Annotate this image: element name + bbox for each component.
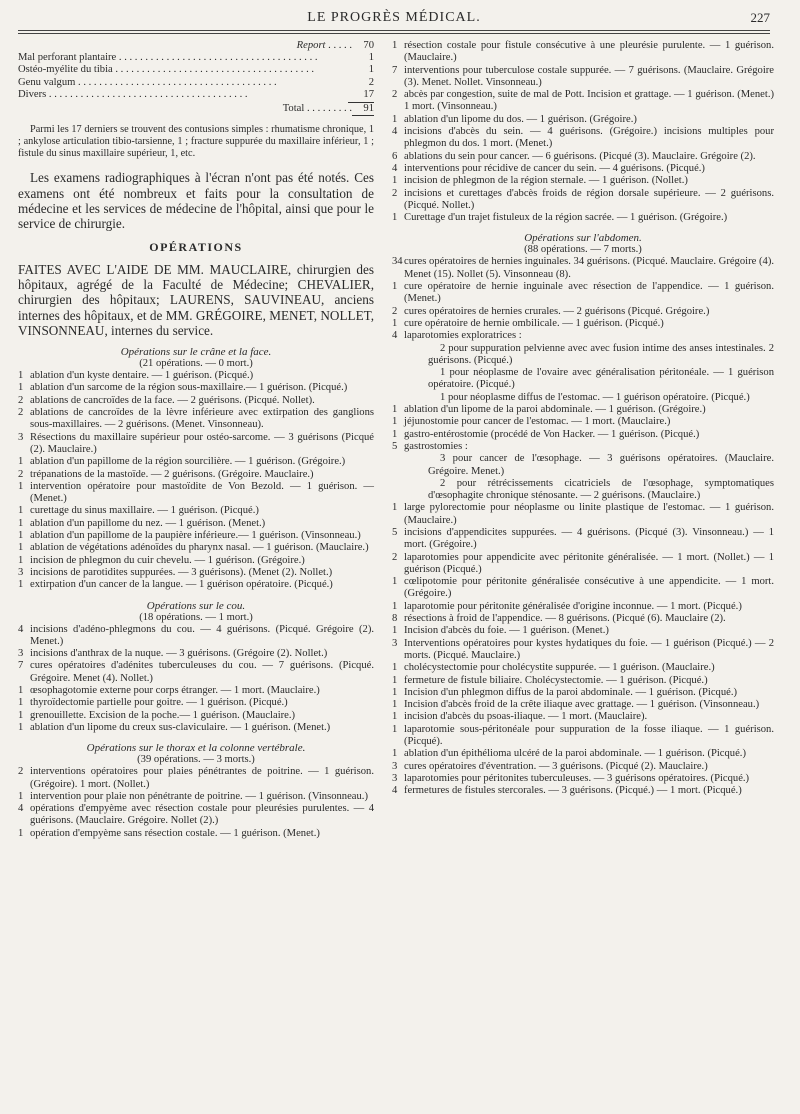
operation-entry bbox=[392, 613, 774, 625]
entry-text: incision d'abcès du psoas-iliaque. — 1 mort. (Mauclaire). bbox=[404, 711, 648, 723]
totals-row-label: Mal perforant plantaire . . . bbox=[18, 52, 352, 64]
operation-entry bbox=[18, 469, 374, 481]
entry-count: 1 bbox=[392, 662, 398, 674]
entry-text: incision de phlegmon de la région sternale. — 1 guérison. (Nollet.) bbox=[404, 175, 688, 187]
entry-count: 3 bbox=[18, 648, 24, 660]
operation-entry bbox=[392, 318, 774, 330]
operation-entry bbox=[392, 748, 774, 760]
operation-entry bbox=[18, 791, 374, 803]
header-rule bbox=[18, 30, 770, 31]
entry-text: ablation d'un épithélioma ulcéré de la paroi abdominale. — 1 guérison. (Picqué.) bbox=[404, 748, 746, 760]
entry-count: 1 bbox=[392, 576, 398, 588]
entry-count: 1 bbox=[18, 554, 24, 566]
abdomen-entries bbox=[392, 256, 774, 342]
totals-row-label: Genu valgum . . . bbox=[18, 77, 352, 89]
operations-intro: FAITES AVEC L'AIDE DE MM. MAUCLAIRE, chirurgien des hôpitaux, agrégé de la Faculté de Médecine; CHEVALIER, chirurgien des hôpitaux; LAURENS, SAUVINEAU, anciens internes des hôpitaux, et de MM. GRÉGOIRE, MENET, NOLLET, VINSONNEAU, internes du service. bbox=[18, 261, 374, 338]
entry-count: 1 bbox=[392, 404, 398, 416]
totals-row bbox=[18, 52, 374, 64]
entry-count: 4 bbox=[18, 803, 24, 815]
entry-text: ablation d'un papillome de la région sourcilière. — 1 guérison. (Grégoire.) bbox=[30, 456, 346, 468]
operation-entry bbox=[18, 382, 374, 394]
entry-text: incisions d'appendicites suppurées. — 4 guérisons. (Picqué (3). Vinsonneau.) — 1 mort. (Grégoire.) bbox=[404, 526, 774, 551]
entry-count: 3 bbox=[392, 637, 398, 649]
entry-text: grenouillette. Excision de la poche.— 1 guérison. (Mauclaire.) bbox=[30, 709, 296, 721]
page-number: 227 bbox=[750, 10, 770, 25]
section-subtitle: (18 opérations. — 1 mort.) bbox=[139, 611, 253, 623]
entry-text: incisions d'adéno-phlegmons du cou. — 4 guérisons. (Picqué. Grégoire (2). Menet.) bbox=[30, 623, 374, 647]
operation-entry bbox=[392, 188, 774, 213]
operation-subentry: 2 pour suppuration pelvienne avec avec fusion intime des anses intestinales. 2 guérisons. (Picqué.) bbox=[428, 342, 774, 366]
entry-count: 2 bbox=[18, 394, 24, 406]
entry-count: 2 bbox=[18, 407, 24, 419]
entry-count: 1 bbox=[392, 281, 398, 293]
entry-text: fermetures de fistules stercorales. — 3 guérisons. (Picqué.) — 1 mort. (Picqué.) bbox=[404, 785, 742, 797]
entry-count: 1 bbox=[392, 711, 398, 723]
entry-text: laparotomies exploratrices : bbox=[404, 330, 522, 342]
operation-entry bbox=[392, 785, 774, 797]
entry-text: laparotomie pour péritonite généralisée d'origine inconnue. — 1 mort. (Picqué.) bbox=[404, 600, 742, 612]
totals-row-label: Divers . . . bbox=[18, 89, 352, 101]
entry-count: 1 bbox=[18, 697, 24, 709]
entry-count: 1 bbox=[18, 456, 24, 468]
totals-row-value: 17 bbox=[363, 88, 374, 100]
entry-text: cure opératoire de hernie ombilicale. — 1 guérison. (Picqué.) bbox=[404, 317, 664, 329]
entry-text: ablation d'un kyste dentaire. — 1 guérison. (Picqué.) bbox=[30, 370, 254, 382]
entry-text: ablation d'un lipome de la paroi abdominale. — 1 guérison. (Grégoire.) bbox=[404, 404, 706, 416]
entry-text: incisions et curettages d'abcès froids de région dorsale supérieure. — 2 guérisons. (Picqué. Nollet.) bbox=[404, 187, 774, 211]
entry-count: 2 bbox=[18, 468, 24, 480]
entry-count: 1 bbox=[392, 113, 398, 125]
entry-text: Curettage d'un trajet fistuleux de la région sacrée. — 1 guérison. (Grégoire.) bbox=[404, 212, 728, 224]
section-title: Opérations sur le cou. bbox=[146, 599, 246, 612]
totals-table bbox=[18, 40, 374, 116]
operation-entry bbox=[392, 126, 774, 151]
entry-text: cures opératoires d'éventration. — 3 guérisons. (Picqué (2). Mauclaire.) bbox=[404, 760, 708, 772]
entry-count: 4 bbox=[392, 126, 398, 138]
entry-count: 1 bbox=[18, 370, 24, 382]
entry-count: 1 bbox=[392, 416, 398, 428]
operation-entry bbox=[18, 555, 374, 567]
operations-heading: OPÉRATIONS bbox=[149, 240, 243, 255]
section-title: Opérations sur l'abdomen. bbox=[524, 232, 642, 245]
entry-count: 7 bbox=[392, 64, 398, 76]
entry-text: ablation d'un lipome du creux sus-claviculaire. — 1 guérison. (Menet.) bbox=[30, 721, 331, 733]
entry-text: ablation d'un lipome du dos. — 1 guérison. (Grégoire.) bbox=[404, 113, 637, 125]
operation-entry bbox=[18, 624, 374, 649]
operation-entry bbox=[392, 724, 774, 749]
entry-text: cures opératoires d'adénites tuberculeuses du cou. — 7 guérisons. (Picqué. Grégoire. Menet (4). Nollet.) bbox=[30, 660, 374, 684]
section-subtitle: (21 opérations. — 0 mort.) bbox=[139, 358, 253, 370]
operation-entry bbox=[18, 766, 374, 791]
entry-text: incision de phlegmon du cuir chevelu. — 1 guérison. (Grégoire.) bbox=[30, 554, 305, 566]
entry-text: incisions d'abcès du sein. — 4 guérisons. (Grégoire.) incisions multiples pour phlegmon du dos. 1 mort. (Menet.) bbox=[404, 126, 774, 150]
totals-row bbox=[18, 89, 374, 101]
entry-text: cœlipotomie pour péritonite généralisée consécutive à une appendicite. — 1 mort. (Grégoire.) bbox=[404, 576, 774, 600]
operation-entry bbox=[18, 697, 374, 709]
operation-entry bbox=[392, 404, 774, 416]
entry-count: 1 bbox=[18, 721, 24, 733]
operation-entry bbox=[392, 175, 774, 187]
operation-entry bbox=[18, 660, 374, 685]
entry-text: laparotomies pour appendicite avec péritonite généralisée. — 1 mort. (Nollet.) — 1 guérison (Picqué.) bbox=[404, 551, 774, 575]
entry-count: 6 bbox=[392, 150, 398, 162]
entry-count: 1 bbox=[392, 686, 398, 698]
totals-row-label: Ostéo-myélite du tibia . . . bbox=[18, 64, 352, 76]
entry-text: résections à froid de l'appendice. — 8 guérisons. (Picqué (6). Mauclaire (2). bbox=[404, 613, 726, 625]
entry-text: large pylorectomie pour néoplasme ou linite plastique de l'estomac. — 1 guérison. (Mauclaire.) bbox=[404, 502, 774, 526]
entry-count: 3 bbox=[18, 566, 24, 578]
entry-count: 4 bbox=[392, 330, 398, 342]
operation-entry bbox=[18, 432, 374, 457]
entry-count: 8 bbox=[392, 613, 398, 625]
operation-entry bbox=[392, 502, 774, 527]
operation-entry bbox=[392, 212, 774, 224]
entry-text: incisions de parotidites suppurées. — 3 guérisons). (Menet (2). Nollet.) bbox=[30, 566, 333, 578]
entry-text: ablation de végétations adénoïdes du pharynx nasal. — 1 guérison. (Mauclaire.) bbox=[30, 542, 369, 554]
operation-entry bbox=[392, 416, 774, 428]
entry-count: 4 bbox=[392, 162, 398, 174]
operation-entry bbox=[392, 163, 774, 175]
entry-text: intervention opératoire pour mastoïdite de Von Bezold. — 1 guérison. — (Menet.) bbox=[30, 480, 374, 505]
entry-text: Incision d'abcès du foie. — 1 guérison. (Menet.) bbox=[404, 625, 609, 637]
entry-text: extirpation d'un cancer de la langue. — 1 guérison opératoire. (Picqué.) bbox=[30, 579, 333, 591]
operation-entry bbox=[18, 722, 374, 734]
entry-text: ablation d'un papillome de la paupière inférieure.— 1 guérison. (Vinsonneau.) bbox=[30, 530, 361, 542]
left-column bbox=[18, 40, 374, 840]
entry-count: 1 bbox=[392, 175, 398, 187]
radiography-paragraph: Les examens radiographiques à l'écran n'ont pas été notés. Ces examens ont été nombreux et faits pour la consultation de médecine et les services de médecine de l'hôpital, ainsi que pour le service de chirurgie. bbox=[18, 170, 374, 232]
entry-count: 1 bbox=[18, 517, 24, 529]
totals-row-value: 2 bbox=[368, 76, 374, 88]
entry-count: 3 bbox=[392, 760, 398, 772]
operation-entry bbox=[18, 395, 374, 407]
entry-count: 4 bbox=[392, 785, 398, 797]
operation-entry bbox=[392, 699, 774, 711]
operation-subentry: 1 pour néoplasme de l'ovaire avec généralisation péritonéale. — 1 guérison opératoire. (Picqué.) bbox=[428, 367, 774, 391]
totals-row bbox=[18, 77, 374, 89]
left-sections bbox=[18, 346, 374, 840]
thorax-continued bbox=[392, 40, 774, 224]
entry-text: Interventions opératoires pour kystes hydatiques du foie. — 1 guérison (Picqué.) — 2 morts. (Picqué. Mauclaire.) bbox=[404, 637, 774, 661]
right-column bbox=[392, 40, 774, 798]
entry-count: 1 bbox=[392, 212, 398, 224]
entry-text: Incision d'abcès froid de la crête iliaque avec grattage. — 1 guérison. (Vinsonneau.) bbox=[404, 699, 760, 711]
total-value: 91 bbox=[352, 103, 374, 116]
section-title: Opérations sur le thorax et la colonne vertébrale. bbox=[86, 742, 306, 755]
operation-entry bbox=[392, 711, 774, 723]
entry-text: opérations d'empyème avec résection costale pour pleurésies purulentes. — 4 guérisons. (Mauclaire. Grégoire. Nollet (2).) bbox=[30, 803, 374, 827]
entry-text: laparotomies pour péritonites tuberculeuses. — 3 guérisons opératoires. (Picqué.) bbox=[404, 772, 750, 784]
entry-count: 1 bbox=[18, 579, 24, 591]
entry-text: interventions pour récidive de cancer du sein. — 4 guérisons. (Picqué.) bbox=[404, 162, 705, 174]
totals-report-row bbox=[18, 40, 374, 52]
operation-entry bbox=[18, 803, 374, 828]
entry-count: 1 bbox=[18, 542, 24, 554]
operation-subentry: 3 pour cancer de l'œsophage. — 3 guérisons opératoires. (Mauclaire. Grégoire. Menet.) bbox=[428, 453, 774, 477]
entry-count: 2 bbox=[392, 89, 398, 101]
operation-entry bbox=[18, 505, 374, 517]
entry-count: 1 bbox=[18, 530, 24, 542]
entry-text: laparotomie sous-péritonéale pour suppuration de la fosse iliaque. — 1 guérison. (Picqué). bbox=[404, 723, 774, 748]
operation-entry bbox=[18, 648, 374, 660]
operation-subentry: 2 pour rétrécissements cicatriciels de l'œsophage, symptomatiques d'œsophagite chronique sténosante. — 2 guérisons. (Mauclaire.) bbox=[428, 477, 774, 502]
entry-count: 2 bbox=[392, 187, 398, 199]
entry-count: 1 bbox=[18, 480, 24, 492]
operation-entry bbox=[18, 370, 374, 382]
operation-entry bbox=[392, 625, 774, 637]
entry-count: 2 bbox=[392, 305, 398, 317]
totals-total-row bbox=[18, 103, 374, 116]
entry-text: Résections du maxillaire supérieur pour ostéo-sarcome. — 3 guérisons (Picqué (2). Mauclaire.) bbox=[30, 431, 374, 455]
operation-entry bbox=[392, 306, 774, 318]
entry-text: ablations du sein pour cancer. — 6 guérisons. (Picqué (3). Mauclaire. Grégoire (2). bbox=[404, 150, 756, 162]
entry-count: 1 bbox=[18, 505, 24, 517]
operation-entry bbox=[392, 675, 774, 687]
operation-entry bbox=[392, 527, 774, 552]
operation-entry bbox=[392, 761, 774, 773]
report-label: Report . . . bbox=[18, 40, 352, 52]
totals-row-value: 1 bbox=[368, 64, 374, 76]
contusions-note: Parmi les 17 derniers se trouvent des contusions simples : rhumatisme chronique, 1 ; ankylose articulation tibio-tarsienne, 1 ; fracture suppurée du maxillaire inférieur, 1 ; fistule du sinus maxillaire supérieur, 1, etc. bbox=[18, 124, 374, 160]
operation-entry bbox=[392, 429, 774, 441]
entry-text: cholécystectomie pour cholécystite suppurée. — 1 guérison. (Mauclaire.) bbox=[404, 662, 715, 674]
operation-entry bbox=[392, 151, 774, 163]
operation-entry bbox=[392, 65, 774, 90]
operation-entry bbox=[18, 567, 374, 579]
entry-count: 1 bbox=[392, 699, 398, 711]
totals-row bbox=[18, 64, 374, 76]
entry-text: cures opératoires de hernies inguinales. 34 guérisons. (Picqué. Mauclaire. Grégoire (4). Menet (15). Nollet (5). Vinsonneau (8). bbox=[404, 256, 774, 280]
entry-count: 2 bbox=[18, 766, 24, 778]
operation-entry bbox=[392, 552, 774, 577]
entry-text: fermeture de fistule biliaire. Cholécystectomie. — 1 guérison. (Picqué.) bbox=[404, 674, 708, 686]
entry-text: intervention pour plaie non pénétrante de poitrine. — 1 guérison. (Vinsonneau.) bbox=[30, 790, 368, 802]
entry-count: 5 bbox=[392, 440, 398, 452]
entry-count: 1 bbox=[18, 827, 24, 839]
totals-row-value: 1 bbox=[368, 52, 374, 64]
operation-entry bbox=[18, 828, 374, 840]
operation-entry bbox=[18, 685, 374, 697]
operation-entry bbox=[392, 662, 774, 674]
entry-text: interventions pour tuberculose costale suppurée. — 7 guérisons. (Mauclaire. Grégoire (3). Menet. Nollet. Vinsonneau.) bbox=[404, 64, 774, 88]
operation-entry bbox=[392, 601, 774, 613]
entry-count: 1 bbox=[392, 600, 398, 612]
operation-entry bbox=[392, 40, 774, 65]
entry-count: 4 bbox=[18, 623, 24, 635]
entry-text: cure opératoire de hernie inguinale avec résection de l'appendice. — 1 guérison. (Menet.) bbox=[404, 281, 774, 305]
operation-entry bbox=[392, 281, 774, 306]
operation-entry bbox=[392, 89, 774, 114]
entry-text: incisions d'anthrax de la nuque. — 3 guérisons. (Grégoire (2). Nollet.) bbox=[30, 648, 328, 660]
entry-text: ablations de cancroïdes de la lèvre inférieure avec extirpation des ganglions sous-maxillaires. — 2 guérisons. (Menet. Vinsonneau). bbox=[30, 407, 374, 431]
entry-count: 3 bbox=[18, 431, 24, 443]
entry-count: 1 bbox=[392, 317, 398, 329]
entry-text: abcès par congestion, suite de mal de Pott. Incision et grattage. — 1 guérison. (Menet.) 1 mort. (Vinsonneau.) bbox=[404, 89, 774, 113]
operation-entry bbox=[392, 256, 774, 281]
entry-text: œsophagotomie externe pour corps étranger. — 1 mort. (Mauclaire.) bbox=[30, 685, 320, 697]
journal-title: LE PROGRÈS MÉDICAL. bbox=[307, 10, 481, 25]
operation-entry bbox=[392, 441, 774, 453]
entry-count: 3 bbox=[392, 772, 398, 784]
entry-count: 1 bbox=[18, 709, 24, 721]
operation-subentry: 1 pour néoplasme diffus de l'estomac. — 1 guérison opératoire. (Picqué.) bbox=[440, 391, 750, 403]
entry-count: 1 bbox=[18, 790, 24, 802]
entry-count: 1 bbox=[392, 748, 398, 760]
operation-entry bbox=[392, 576, 774, 601]
abdomen-entries bbox=[392, 404, 774, 453]
operation-entry bbox=[18, 542, 374, 554]
operation-entry bbox=[18, 456, 374, 468]
entry-count: 2 bbox=[392, 551, 398, 563]
entry-text: jéjunostomie pour cancer de l'estomac. — 1 mort. (Mauclaire.) bbox=[404, 416, 671, 428]
entry-count: 1 bbox=[18, 685, 24, 697]
operation-entry bbox=[18, 518, 374, 530]
abdomen-entries bbox=[392, 502, 774, 797]
entry-count: 1 bbox=[392, 428, 398, 440]
entry-count: 1 bbox=[392, 674, 398, 686]
entry-text: cures opératoires de hernies crurales. — 2 guérisons (Picqué. Grégoire.) bbox=[404, 305, 710, 317]
entry-count: 34 bbox=[392, 256, 403, 268]
entry-text: gastro-entérostomie (procédé de Von Hacker. — 1 guérison. (Picqué.) bbox=[404, 428, 700, 440]
total-label: Total . . . bbox=[18, 103, 352, 116]
operation-entry bbox=[392, 773, 774, 785]
entry-count: 1 bbox=[18, 382, 24, 394]
operation-entry bbox=[392, 638, 774, 663]
entry-count: 1 bbox=[392, 723, 398, 735]
page-header bbox=[18, 8, 770, 30]
entry-text: opération d'empyème sans résection costale. — 1 guérison. (Menet.) bbox=[30, 827, 320, 839]
entry-count: 1 bbox=[392, 40, 398, 51]
entry-text: interventions opératoires pour plaies pénétrantes de poitrine. — 1 guérison. (Grégoire). 1 mort. (Nollet.) bbox=[30, 766, 374, 790]
operation-entry bbox=[18, 407, 374, 432]
entry-count: 1 bbox=[392, 502, 398, 514]
entry-text: curettage du sinus maxillaire. — 1 guérison. (Picqué.) bbox=[30, 505, 259, 517]
operation-entry bbox=[18, 481, 374, 506]
entry-text: ablation d'un sarcome de la région sous-maxillaire.— 1 guérison. (Picqué.) bbox=[30, 382, 348, 394]
operation-entry bbox=[392, 330, 774, 342]
entry-count: 1 bbox=[392, 625, 398, 637]
operation-entry bbox=[18, 710, 374, 722]
operation-entry bbox=[392, 687, 774, 699]
entry-text: ablation d'un papillome du nez. — 1 guérison. (Menet.) bbox=[30, 517, 266, 529]
entry-text: trépanations de la mastoïde. — 2 guérisons. (Grégoire. Mauclaire.) bbox=[30, 468, 314, 480]
laparotomy-subentries bbox=[392, 343, 774, 404]
entry-text: ablations de cancroïdes de la face. — 2 guérisons. (Picqué. Nollet). bbox=[30, 394, 315, 406]
header-rule-double bbox=[18, 33, 770, 34]
entry-count: 7 bbox=[18, 660, 24, 672]
operation-entry bbox=[18, 530, 374, 542]
gastrostomy-subentries bbox=[392, 453, 774, 502]
report-value: 70 bbox=[363, 40, 374, 51]
section-title: Opérations sur le crâne et la face. bbox=[120, 346, 272, 359]
entry-text: Incision d'un phlegmon diffus de la paroi abdominale. — 1 guérison. (Picqué.) bbox=[404, 686, 737, 698]
entry-text: thyroïdectomie partielle pour goitre. — 1 guérison. (Picqué.) bbox=[30, 697, 288, 709]
operation-entry bbox=[18, 579, 374, 591]
entry-count: 5 bbox=[392, 526, 398, 538]
entry-text: gastrostomies : bbox=[404, 440, 468, 452]
operation-entry bbox=[392, 114, 774, 126]
section-subtitle: (39 opérations. — 3 morts.) bbox=[137, 754, 255, 766]
entry-text: résection costale pour fistule consécutive à une pleurésie purulente. — 1 guérison. (Mauclaire.) bbox=[404, 40, 774, 64]
section-subtitle: (88 opérations. — 7 morts.) bbox=[524, 244, 642, 256]
